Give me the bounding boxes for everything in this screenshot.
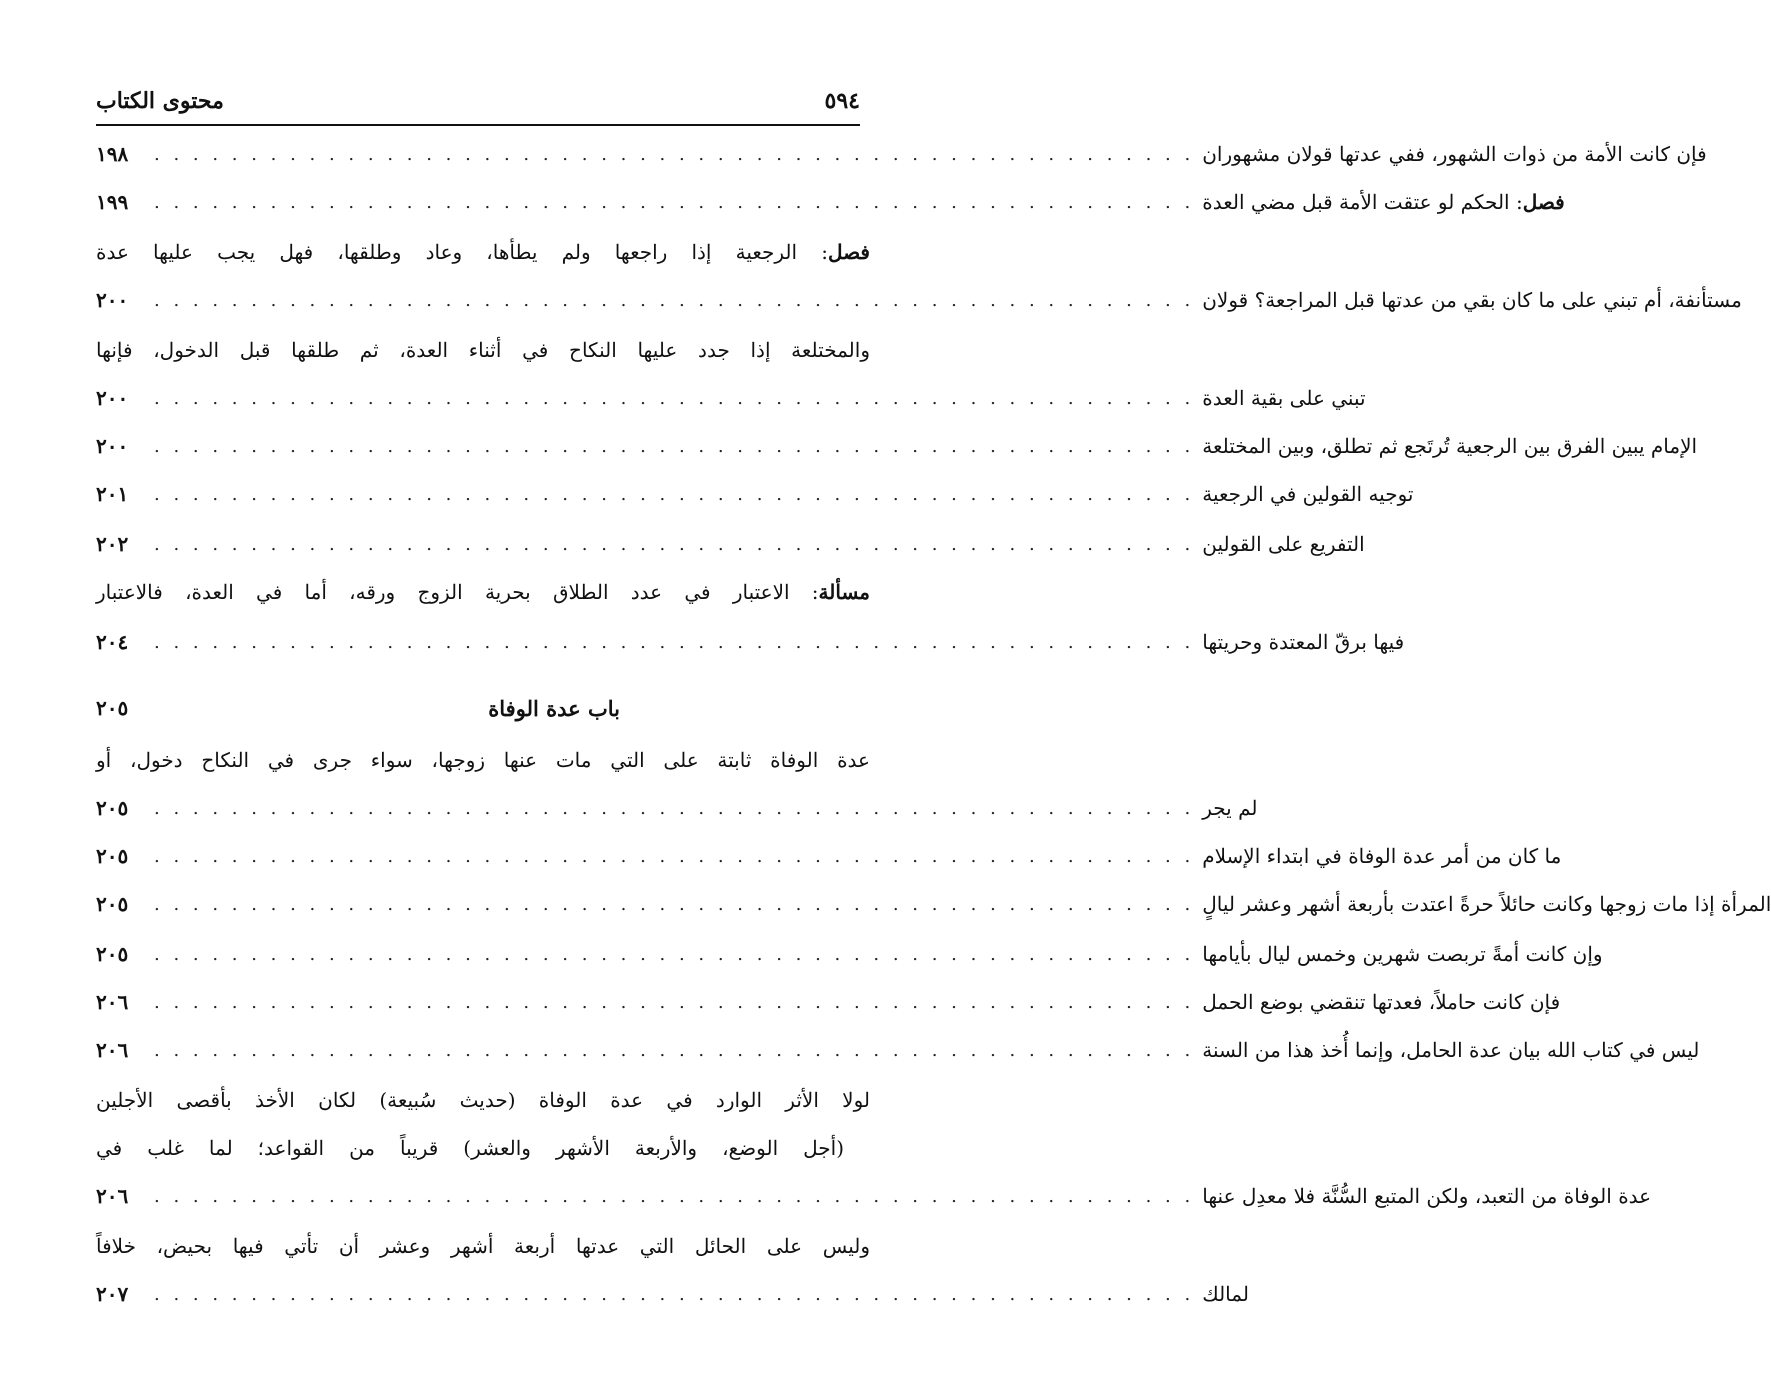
leader-dots: . . . . . . . . . . . . . . . . . . . . . . . . . . . . . . . . . . . . . . . . . . . . . . . . . . . . . . [154,943,1195,965]
entry-page: ١٩٩ [96,190,129,214]
leader-dots: . . . . . . . . . . . . . . . . . . . . . . . . . . . . . . . . . . . . . . . . . . . . . . . . . . . . . . [154,191,1195,213]
leader-dots: . . . . . . . . . . . . . . . . . . . . . . . . . . . . . . . . . . . . . . . . . . . . . . . . . . . . . . [154,143,1195,165]
toc-entry [96,474,1414,514]
entry-page: ٢٠٦ [96,1184,129,1208]
toc-entry [96,426,1698,466]
toc-entry [96,1226,870,1266]
leader-dots: . . . . . . . . . . . . . . . . . . . . . . . . . . . . . . . . . . . . . . . . . . . . . . . . . . . . . . [154,533,1195,555]
entry-text: فيها برقّ المعتدة وحريتها [1202,630,1405,654]
entry-text: (أجل الوضع، والأربعة الأشهر والعشر) قريباً من القواعد؛ لما غلب في [96,1136,844,1160]
toc-entry [96,182,1565,222]
toc-entry [96,134,1707,174]
leader-dots: . . . . . . . . . . . . . . . . . . . . . . . . . . . . . . . . . . . . . . . . . . . . . . . . . . . . . . [154,1283,1195,1305]
toc-entry [96,788,1258,828]
toc-entry [96,884,1771,924]
entry-text: الإمام يبين الفرق بين الرجعية تُرتَجع ثم تطلق، وبين المختلعة [1202,434,1698,458]
entry-page: ٢٠٥ [96,696,129,720]
toc-entry [96,740,870,780]
leader-dots: . . . . . . . . . . . . . . . . . . . . . . . . . . . . . . . . . . . . . . . . . . . . . . . . . . . . . . [154,435,1195,457]
entry-page: ٢٠٥ [96,892,129,916]
entry-text: فصل: الحكم لو عتقت الأمة قبل مضي العدة [1202,190,1565,214]
entry-keyword: فصل [827,240,870,264]
entry-text: المرأة إذا مات زوجها وكانت حائلاً حرةً اعتدت بأربعة أشهر وعشر ليالٍ [1202,892,1771,916]
entry-page: ٢٠٥ [96,844,129,868]
leader-dots: . . . . . . . . . . . . . . . . . . . . . . . . . . . . . . . . . . . . . . . . . . . . . . . . . . . . . . [154,1039,1195,1061]
entry-page: ٢٠٦ [96,990,129,1014]
entry-text: فإن كانت حاملاً، فعدتها تنقضي بوضع الحمل [1202,990,1561,1014]
entry-text: التفريع على القولين [1202,532,1365,556]
entry-text: ليس في كتاب الله بيان عدة الحامل، وإنما أُخذ هذا من السنة [1202,1038,1700,1062]
entry-text: عدة الوفاة من التعبد، ولكن المتبع السُّنَّة فلا معدِل عنها [1202,1184,1652,1208]
entry-text: مسألة: الاعتبار في عدد الطلاق بحرية الزوج ورقه، أما في العدة، فالاعتبار [96,580,870,604]
entry-page: ٢٠٤ [96,630,129,654]
leader-dots: . . . . . . . . . . . . . . . . . . . . . . . . . . . . . . . . . . . . . . . . . . . . . . . . . . . . . . [154,387,1195,409]
entry-text: تبني على بقية العدة [1202,386,1366,410]
leader-dots: . . . . . . . . . . . . . . . . . . . . . . . . . . . . . . . . . . . . . . . . . . . . . . . . . . . . . . [154,893,1195,915]
entry-page: ٢٠٥ [96,796,129,820]
leader-dots: . . . . . . . . . . . . . . . . . . . . . . . . . . . . . . . . . . . . . . . . . . . . . . . . . . . . . . [154,631,1195,653]
toc-entry [96,934,1603,974]
leader-dots: . . . . . . . . . . . . . . . . . . . . . . . . . . . . . . . . . . . . . . . . . . . . . . . . . . . . . . [154,1185,1195,1207]
entry-page: ٢٠٠ [96,434,129,458]
entry-page: ٢٠١ [96,482,129,506]
entry-page: ٢٠٥ [96,942,129,966]
entry-keyword: فصل [1522,190,1565,214]
leader-dots: . . . . . . . . . . . . . . . . . . . . . . . . . . . . . . . . . . . . . . . . . . . . . . . . . . . . . . [154,845,1195,867]
entry-text: وإن كانت أمةً تربصت شهرين وخمس ليال بأيامها [1202,942,1603,966]
toc-entry [96,524,1365,564]
entry-text: مستأنفة، أم تبني على ما كان بقي من عدتها قبل المراجعة؟ قولان [1202,288,1742,312]
entry-text: ما كان من أمر عدة الوفاة في ابتداء الإسلام [1202,844,1562,868]
toc-entry [96,836,1562,876]
toc-entry [96,378,1366,418]
running-title: محتوى الكتاب [96,88,224,114]
leader-dots: . . . . . . . . . . . . . . . . . . . . . . . . . . . . . . . . . . . . . . . . . . . . . . . . . . . . . . [154,797,1195,819]
entry-text: فصل: الرجعية إذا راجعها ولم يطأها، وعاد وطلقها، فهل يجب عليها عدة [96,240,870,264]
leader-dots: . . . . . . . . . . . . . . . . . . . . . . . . . . . . . . . . . . . . . . . . . . . . . . . . . . . . . . [154,289,1195,311]
entry-text: لولا الأثر الوارد في عدة الوفاة (حديث سُبيعة) لكان الأخذ بأقصى الأجلين [96,1088,870,1112]
leader-dots: . . . . . . . . . . . . . . . . . . . . . . . . . . . . . . . . . . . . . . . . . . . . . . . . . . . . . . [154,991,1195,1013]
toc-entry [96,1030,1700,1070]
chapter-title: باب عدة الوفاة [488,695,620,721]
entry-page: ١٩٨ [96,142,129,166]
toc-entry [96,232,870,272]
toc-entry [96,280,1742,320]
entry-page: ٢٠٦ [96,1038,129,1062]
page-number: ٥٩٤ [824,88,860,114]
entry-keyword: مسألة [818,580,870,604]
entry-text: فإن كانت الأمة من ذوات الشهور، ففي عدتها قولان مشهوران [1202,142,1707,166]
entry-text: والمختلعة إذا جدد عليها النكاح في أثناء العدة، ثم طلقها قبل الدخول، فإنها [96,338,870,362]
entry-text: توجيه القولين في الرجعية [1202,482,1414,506]
chapter-heading [96,688,870,728]
entry-text: وليس على الحائل التي عدتها أربعة أشهر وعشر أن تأتي فيها بحيض، خلافاً [96,1234,870,1258]
entry-text: لمالك [1202,1282,1249,1306]
toc-entry [96,622,1405,662]
toc-entry [96,1176,1652,1216]
entry-page: ٢٠٠ [96,386,129,410]
entry-page: ٢٠٧ [96,1282,129,1306]
toc-entry [96,1274,1249,1314]
running-header [96,84,860,126]
entry-text: عدة الوفاة ثابتة على التي مات عنها زوجها، سواء جرى في النكاح دخول، أو [96,748,870,772]
toc-entry [96,330,870,370]
entry-page: ٢٠٢ [96,532,129,556]
toc-entry [96,1080,870,1120]
toc-entry [96,1128,870,1168]
toc-entry [96,572,870,612]
toc-entry [96,982,1561,1022]
entry-page: ٢٠٠ [96,288,129,312]
entry-text: لم يجر [1202,796,1258,820]
leader-dots: . . . . . . . . . . . . . . . . . . . . . . . . . . . . . . . . . . . . . . . . . . . . . . . . . . . . . . [154,483,1195,505]
